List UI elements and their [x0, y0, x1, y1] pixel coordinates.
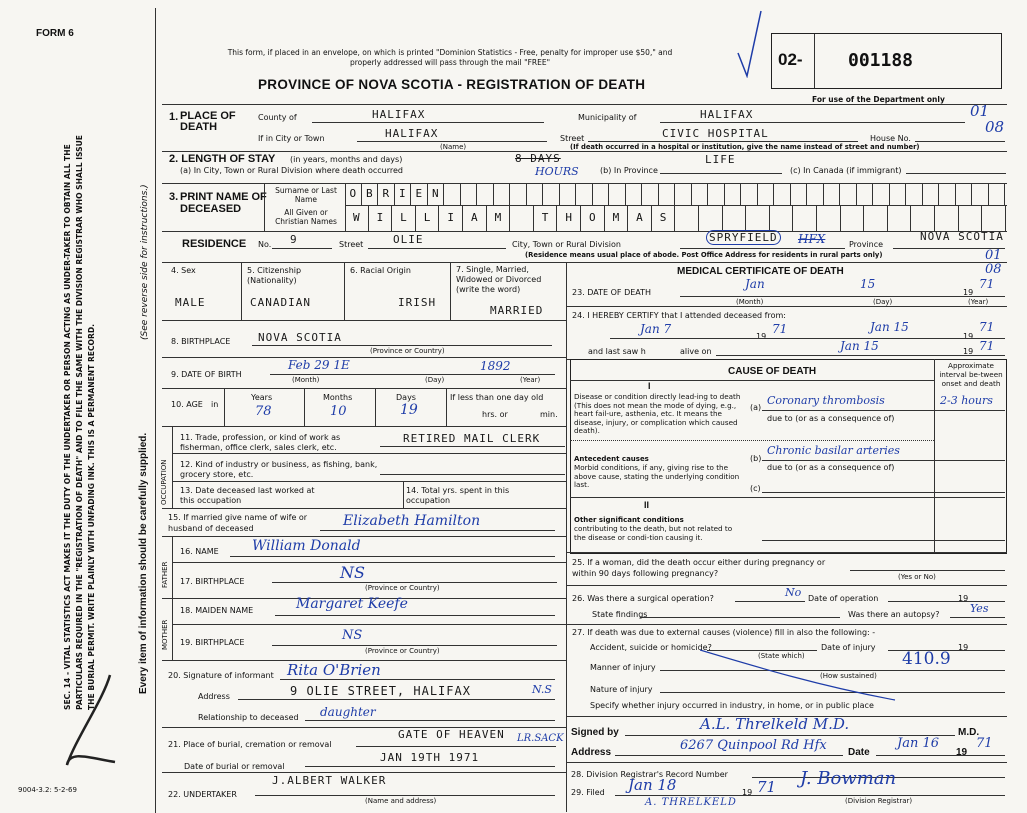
autopsy-label: Was there an autopsy? [848, 610, 940, 619]
res-province: NOVA SCOTIA [920, 230, 1004, 243]
reverse-note: (See reverse side for instructions.) [140, 184, 150, 340]
q23-month: Jan [745, 277, 765, 291]
part1-label: I [648, 381, 651, 391]
empty-letter-box [888, 205, 912, 231]
min-label: min. [540, 410, 558, 419]
q12-label: 12. Kind of industry or business, as fishing, bank, grocery store, etc. [180, 460, 378, 479]
mother-birthplace-label: 19. BIRTHPLACE [180, 638, 245, 647]
form-title: PROVINCE OF NOVA SCOTIA - REGISTRATION OF DEATH [258, 77, 646, 92]
name-letter-box: T [534, 205, 558, 231]
stay-c-label: (c) In Canada (if immigrant) [790, 166, 902, 175]
threlkeld-stamp: A. THRELKELD [645, 797, 737, 808]
direct-label: Disease or condition directly lead-ing to death (This does not mean the mode of dying, e.g., heart fail-ure, asthenia, etc. It means the disease, injury, or complication which caused death). [574, 392, 741, 436]
form-number: FORM 6 [36, 28, 74, 39]
undertaker-value: J.ALBERT WALKER [272, 774, 387, 787]
empty-letter-box [758, 183, 775, 205]
burial-date: JAN 19TH 1971 [380, 751, 480, 764]
empty-letter-box [791, 183, 808, 205]
empty-letter-box [699, 205, 723, 231]
op-year-prefix: 19 [958, 594, 969, 603]
empty-letter-box [857, 183, 874, 205]
surname-label: Surname or Last Name [275, 186, 337, 204]
months-label: Months [323, 393, 353, 402]
filed-year: 71 [757, 778, 777, 796]
q11-value: RETIRED MAIL CLERK [403, 432, 541, 445]
age-label: 10. AGE [171, 400, 203, 409]
antecedent-desc: Morbid conditions, if any, giving rise to the above cause, stating the underlying condition last. [574, 463, 740, 490]
sex-value: MALE [175, 296, 206, 309]
empty-letter-box [723, 205, 747, 231]
last-seen-label: and last saw h [588, 347, 646, 356]
empty-letter-box [576, 183, 593, 205]
registrar-caption: (Division Registrar) [845, 797, 913, 805]
name-letter-box: W [345, 205, 369, 231]
burial-place-extra: LR.SACK [517, 733, 564, 744]
dob-year: 1892 [480, 359, 511, 373]
empty-letter-box [864, 205, 888, 231]
res-city-label: City, Town or Rural Division [512, 240, 621, 249]
q23-year: 71 [979, 277, 995, 291]
med-date: Jan 16 [897, 736, 940, 751]
name-letter-box: M [487, 205, 511, 231]
name-letter-box: I [369, 205, 393, 231]
empty-letter-box [923, 183, 940, 205]
autopsy-value: Yes [970, 602, 989, 615]
empty-letter-box [494, 183, 511, 205]
empty-letter-box [906, 183, 923, 205]
informant-signature: Rita O'Brien [287, 661, 381, 679]
city-value: HALIFAX [385, 127, 439, 140]
name-letter-box: L [392, 205, 416, 231]
informant-address-extra: N.S [532, 683, 552, 696]
city-label: If in City or Town [258, 134, 325, 143]
empty-letter-box [824, 183, 841, 205]
sex-label: 4. Sex [171, 266, 196, 275]
empty-letter-box [444, 183, 461, 205]
med-address: 6267 Quinpool Rd Hfx [680, 738, 827, 753]
empty-letter-box [770, 205, 794, 231]
from-year-prefix: 19 [756, 332, 767, 341]
dept-code-4: 08 [985, 262, 1002, 277]
accident-label: Accident, suicide or homicide? [590, 643, 712, 652]
q29-label: 29. Filed [571, 788, 605, 797]
q23-year-caption: (Year) [968, 298, 989, 306]
father-birthplace-label: 17. BIRTHPLACE [180, 577, 245, 586]
empty-letter-box [675, 183, 692, 205]
father-name-label: 16. NAME [180, 547, 219, 556]
street-value: CIVIC HOSPITAL [662, 127, 769, 140]
q23-day: 15 [860, 277, 876, 291]
burial-place-label: 21. Place of burial, cremation or removal [168, 740, 332, 749]
days-label: Days [396, 393, 416, 402]
name-letter-box: I [395, 183, 412, 205]
empty-letter-box [807, 183, 824, 205]
dept-use: For use of the Department only [812, 95, 945, 104]
empty-letter-box [890, 183, 907, 205]
to-year: 71 [979, 320, 995, 334]
yesno-caption: (Yes or No) [898, 573, 936, 581]
undertaker-label: 22. UNDERTAKER [168, 790, 237, 799]
strike-through-line [700, 648, 900, 703]
citizenship-value: CANADIAN [250, 296, 311, 309]
name-letter-box [510, 205, 534, 231]
mother-side: MOTHER [161, 619, 169, 650]
stay-b-label: (b) In Province [600, 166, 658, 175]
spouse-label: 15. If married give name of wife or husband of deceased [168, 513, 308, 533]
empty-letter-box [989, 183, 1006, 205]
res-province-label: Province [849, 240, 884, 249]
injury-year-prefix: 19 [958, 643, 969, 652]
res-no-label: No. [258, 240, 272, 249]
empty-letter-box [939, 183, 956, 205]
q23-day-caption: (Day) [873, 298, 893, 306]
q23-month-caption: (Month) [736, 298, 764, 306]
q24-label: 24. I HEREBY CERTIFY that I attended deceased from: [572, 311, 786, 320]
cause-a-value: Coronary thrombosis [767, 394, 885, 407]
name-label: PRINT NAME OF DECEASED [180, 191, 267, 215]
q25-label: 25. If a woman, did the death occur either during pregnancy or within 90 days following pregnancy? [572, 558, 826, 578]
years-label: Years [251, 393, 273, 402]
from-year: 71 [772, 322, 788, 336]
res-street-label: Street [339, 240, 364, 249]
last-seen-mid: alive on [680, 347, 712, 356]
empty-letter-box [725, 183, 742, 205]
q11-label: 11. Trade, profession, or kind of work as fisherman, office clerk, sales clerk, etc. [180, 433, 341, 452]
dob-year-caption: (Year) [520, 376, 541, 384]
dept-code-2: 08 [985, 118, 1005, 136]
dob-day-caption: (Day) [425, 376, 445, 384]
cause-b-label: (b) [750, 454, 762, 463]
law-text: SEC. 14 - VITAL STATISTICS ACT MAKES IT THE DUTY OF THE UNDERTAKER OR PERSON ACTING AS UNDER-TAKER TO OBTAIN ALL THE PARTICULARS REQUIRED IN THE "REGISTRATION OF DEATH" AND TO FILE THE SAME WITH THE DIVISION REGISTRAR WHO SHALL ISSUE THE BURIAL PERMIT. WRITE PLAINLY WITH UNFADING INK. THIS IS A PERMANENT RECORD. [63, 135, 96, 710]
q26-value: No [785, 586, 802, 599]
how-sustained-caption: (How sustained) [820, 672, 877, 680]
empty-letter-box [527, 183, 544, 205]
municipality-label: Municipality of [578, 113, 637, 122]
q23-year-prefix: 19 [963, 288, 974, 297]
name-letter-box: A [463, 205, 487, 231]
empty-letter-box [560, 183, 577, 205]
empty-letter-box [741, 183, 758, 205]
place-label: PLACE OF DEATH [180, 110, 236, 133]
name-letter-box: I [439, 205, 463, 231]
state-findings-label: State findings [592, 610, 648, 619]
spouse-value: Elizabeth Hamilton [343, 513, 481, 529]
citizenship-label: 5. Citizenship (Nationality) [247, 266, 302, 285]
registrar-check-mark [55, 670, 125, 775]
res-no: 9 [290, 233, 298, 246]
attend-from: Jan 7 [640, 322, 672, 336]
due-label-a: due to (or as a consequence of) [767, 414, 895, 423]
empty-letter-box [692, 183, 709, 205]
other-label: Other significant conditions [574, 516, 684, 524]
stay-b-value: LIFE [705, 153, 736, 166]
stay-note: (in years, months and days) [290, 155, 403, 164]
res-city: SPRYFIELD [706, 230, 781, 245]
med-date-label: Date [848, 747, 870, 758]
part2-label: II [644, 500, 650, 510]
mother-caption: (Province or Country) [365, 647, 440, 655]
name-letter-box: H [557, 205, 581, 231]
hrs-label: hrs. or [482, 410, 508, 419]
to-year-prefix: 19 [963, 332, 974, 341]
name-label-num: 3. [169, 191, 179, 203]
q28-label: 28. Division Registrar's Record Number [571, 770, 728, 779]
cause-title: CAUSE OF DEATH [728, 366, 817, 377]
reg-number: 001188 [848, 50, 914, 71]
empty-letter-box [626, 183, 643, 205]
empty-letter-box [477, 183, 494, 205]
med-year: 71 [976, 736, 993, 751]
father-caption: (Province or Country) [365, 584, 440, 592]
empty-letter-box [593, 183, 610, 205]
empty-letter-box [609, 183, 626, 205]
occupation-side: OCCUPATION [160, 459, 168, 505]
signed-label: Signed by [571, 727, 619, 738]
residence-label: RESIDENCE [182, 238, 247, 250]
mother-maiden-label: 18. MAIDEN NAME [180, 606, 254, 615]
op-date-label: Date of operation [808, 594, 879, 603]
dob-month: Feb 29 1E [288, 358, 350, 372]
medical-title: MEDICAL CERTIFICATE OF DEATH [677, 266, 844, 277]
empty-letter-box [642, 183, 659, 205]
empty-letter-box [793, 205, 817, 231]
cause-b-value: Chronic basilar arteries [767, 444, 900, 457]
relationship-value: daughter [320, 705, 376, 719]
empty-letter-box [543, 183, 560, 205]
age-months: 10 [330, 404, 347, 419]
empty-letter-box [956, 183, 973, 205]
informant-address-label: Address [198, 692, 230, 701]
dob-label: 9. DATE OF BIRTH [171, 370, 242, 379]
empty-letter-box [840, 183, 857, 205]
md-label: M.D. [958, 727, 980, 738]
marital-value: MARRIED [490, 304, 544, 317]
birthplace-caption: (Province or Country) [370, 347, 445, 355]
racial-label: 6. Racial Origin [350, 266, 411, 275]
empty-letter-box [911, 205, 935, 231]
empty-letter-box [675, 205, 699, 231]
stay-a-struck: 8 DAYS [515, 152, 561, 165]
q23-label: 23. DATE OF DEATH [572, 288, 652, 297]
q27-label: 27. If death was due to external causes (violence) fill in also the following: - [572, 628, 876, 637]
name-letter-box: R [378, 183, 395, 205]
antecedent-label: Antecedent causes [574, 455, 649, 463]
left-frame-line [155, 8, 156, 813]
empty-letter-box [461, 183, 478, 205]
birthplace-label: 8. BIRTHPLACE [171, 337, 231, 346]
birthplace-value: NOVA SCOTIA [258, 331, 342, 344]
name-letter-box: O [581, 205, 605, 231]
house-label: House No. [870, 134, 911, 143]
center-divider [566, 262, 567, 812]
name-letter-box: M [605, 205, 629, 231]
med-address-label: Address [571, 747, 612, 758]
q14-label: 14. Total yrs. spent in this occupation [406, 486, 510, 505]
attend-to: Jan 15 [870, 320, 909, 334]
less-day-label: If less than one day old [450, 393, 544, 402]
father-side: FATHER [161, 561, 169, 588]
name-letter-box: S [652, 205, 676, 231]
last-seen-value: Jan 15 [840, 339, 879, 353]
state-which-caption: (State which) [758, 652, 805, 660]
residence-note: (Residence means usual place of abode. Post Office Address for residents in rural parts only) [525, 251, 883, 259]
name-letter-box: N [428, 183, 445, 205]
stay-a-label: (a) In City, Town or Rural Division where death occurred [180, 166, 403, 175]
place-label-num: 1. [169, 111, 179, 123]
age-days: 19 [400, 402, 418, 418]
other-desc: contributing to the death, but not related to the disease or condi-tion causing it. [574, 524, 733, 542]
father-name: William Donald [252, 538, 361, 554]
empty-letter-box [959, 205, 983, 231]
dept-code-3: 01 [985, 248, 1002, 263]
name-letter-box: B [362, 183, 379, 205]
filed-year-prefix: 19 [742, 788, 753, 797]
name-letter-box: A [628, 205, 652, 231]
empty-letter-box [841, 205, 865, 231]
empty-letter-box [972, 183, 989, 205]
marital-label: 7. Single, Married, Widowed or Divorced (write the word) [456, 265, 542, 294]
nature-label: Nature of injury [590, 685, 653, 694]
racial-value: IRISH [398, 296, 437, 309]
empty-letter-box [982, 205, 1006, 231]
name-letter-box: E [411, 183, 428, 205]
q26-label: 26. Was there a surgical operation? [572, 594, 714, 603]
county-value: HALIFAX [372, 108, 426, 121]
last-year-prefix: 19 [963, 347, 974, 356]
last-year: 71 [979, 339, 995, 353]
burial-place: GATE OF HEAVEN [398, 728, 505, 741]
empty-letter-box [746, 205, 770, 231]
res-city-extra: HFX [798, 232, 826, 246]
empty-letter-box [873, 183, 890, 205]
manner-label: Manner of injury [590, 663, 656, 672]
given-label: All Given or Christian Names [275, 208, 337, 226]
due-label-b: due to (or as a consequence of) [767, 463, 895, 472]
mail-notice: This form, if placed in an envelope, on which is printed "Dominion Statistics - Free, penalty for improper use $50," and properly addressed will pass through the mail "FREE" [227, 48, 673, 67]
stay-label: 2. LENGTH OF STAY [169, 153, 276, 165]
age-in: in [211, 400, 219, 409]
form-code: 9004-3.2: 5-2-69 [18, 786, 77, 794]
reg-prefix: 02- [778, 50, 803, 69]
age-years: 78 [255, 404, 272, 419]
mother-maiden: Margaret Keefe [296, 596, 408, 612]
father-birthplace: NS [340, 563, 365, 582]
injury-date-label: Date of injury [821, 643, 876, 652]
empty-letter-box [510, 183, 527, 205]
registration-box [771, 33, 1002, 89]
name-letter-box: L [416, 205, 440, 231]
signed-value: A.L. Threlkeld M.D. [700, 715, 850, 733]
specify-label: Specify whether injury occurred in industry, in home, or in public place [590, 701, 874, 710]
name-caption: (Name) [440, 143, 467, 151]
street-label: Street [560, 134, 585, 143]
q13-label: 13. Date deceased last worked at this occupation [180, 486, 315, 505]
dept-code-1: 01 [970, 102, 990, 120]
dob-month-caption: (Month) [292, 376, 320, 384]
code-value: 410.9 [902, 649, 951, 669]
empty-letter-box [817, 205, 841, 231]
registrar-signature: J. Bowman [800, 768, 897, 789]
empty-letter-box [659, 183, 676, 205]
burial-date-label: Date of burial or removal [184, 762, 285, 771]
stay-a-value: HOURS [535, 165, 579, 178]
supply-note: Every item of information should be carefully supplied. [138, 432, 149, 694]
cause-a-interval: 2-3 hours [940, 394, 993, 407]
mother-birthplace: NS [342, 628, 363, 643]
empty-letter-box [708, 183, 725, 205]
informant-address: 9 OLIE STREET, HALIFAX [290, 684, 471, 698]
cause-c-label: (c) [750, 484, 761, 493]
check-mark [735, 8, 765, 78]
informant-sig-label: 20. Signature of informant [168, 671, 274, 680]
cause-a-label: (a) [750, 403, 762, 412]
filed-value: Jan 18 [628, 776, 677, 794]
relationship-label: Relationship to deceased [198, 713, 299, 722]
empty-letter-box [774, 183, 791, 205]
street-note: (If death occurred in a hospital or institution, give the name instead of street and number) [570, 143, 920, 151]
name-letter-box: O [345, 183, 362, 205]
res-street: OLIE [393, 233, 424, 246]
interval-label: Approximate interval be-tween onset and death [939, 361, 1003, 388]
undertaker-caption: (Name and address) [365, 797, 437, 805]
county-label: County of [258, 113, 297, 122]
municipality-value: HALIFAX [700, 108, 754, 121]
med-year-prefix: 19 [956, 747, 968, 758]
empty-letter-box [935, 205, 959, 231]
